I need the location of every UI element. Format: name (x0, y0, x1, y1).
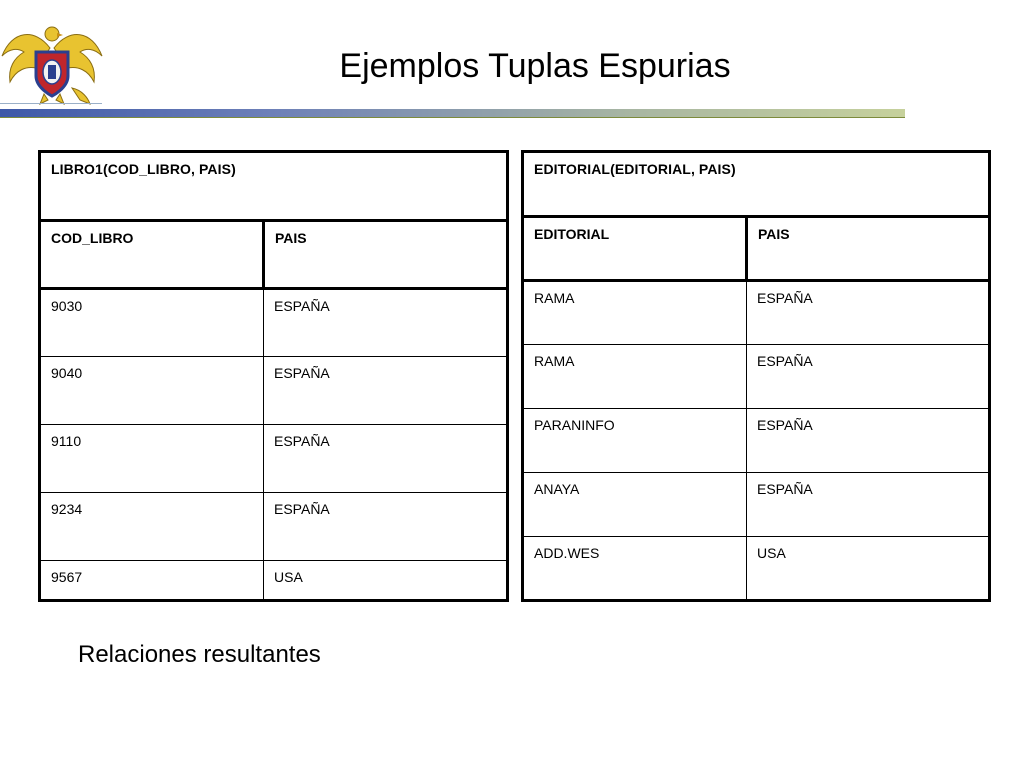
table-row (40, 357, 508, 425)
table-cell: ESPAÑA (264, 493, 508, 561)
table-cell: ESPAÑA (747, 473, 990, 537)
logo-divider (0, 103, 102, 104)
table-cell: PARANINFO (523, 409, 747, 473)
table-cell: ESPAÑA (747, 409, 990, 473)
editorial-relation-table (521, 150, 991, 602)
table-title: LIBRO1(COD_LIBRO, PAIS) (40, 152, 508, 221)
table-cell: RAMA (523, 345, 747, 409)
table-row (523, 345, 990, 409)
table-row (523, 281, 990, 345)
column-header: PAIS (747, 217, 990, 281)
slide-title: Ejemplos Tuplas Espurias (339, 47, 731, 85)
title-accent-bar (0, 109, 905, 118)
table-cell: ANAYA (523, 473, 747, 537)
table-cell: USA (264, 561, 508, 601)
table-cell: ESPAÑA (264, 425, 508, 493)
table-cell: 9040 (40, 357, 264, 425)
table-row (523, 473, 990, 537)
university-crest-icon (0, 18, 104, 106)
table-cell: 9030 (40, 289, 264, 357)
table-cell: USA (747, 537, 990, 601)
table-row (523, 409, 990, 473)
table-row (523, 537, 990, 601)
table-row (40, 561, 508, 601)
column-header: EDITORIAL (523, 217, 747, 281)
table-cell: ESPAÑA (747, 345, 990, 409)
table-row (40, 289, 508, 357)
column-header: COD_LIBRO (40, 221, 264, 289)
table-cell: 9567 (40, 561, 264, 601)
table-cell: 9110 (40, 425, 264, 493)
table-cell: RAMA (523, 281, 747, 345)
table-row (40, 425, 508, 493)
table-cell: ESPAÑA (264, 357, 508, 425)
slide-caption: Relaciones resultantes (78, 641, 321, 668)
libro1-relation-table (38, 150, 509, 602)
table-cell: ESPAÑA (747, 281, 990, 345)
table-cell: 9234 (40, 493, 264, 561)
column-header: PAIS (264, 221, 508, 289)
table-cell: ADD.WES (523, 537, 747, 601)
table-title: EDITORIAL(EDITORIAL, PAIS) (523, 152, 990, 217)
table-cell: ESPAÑA (264, 289, 508, 357)
table-row (40, 493, 508, 561)
